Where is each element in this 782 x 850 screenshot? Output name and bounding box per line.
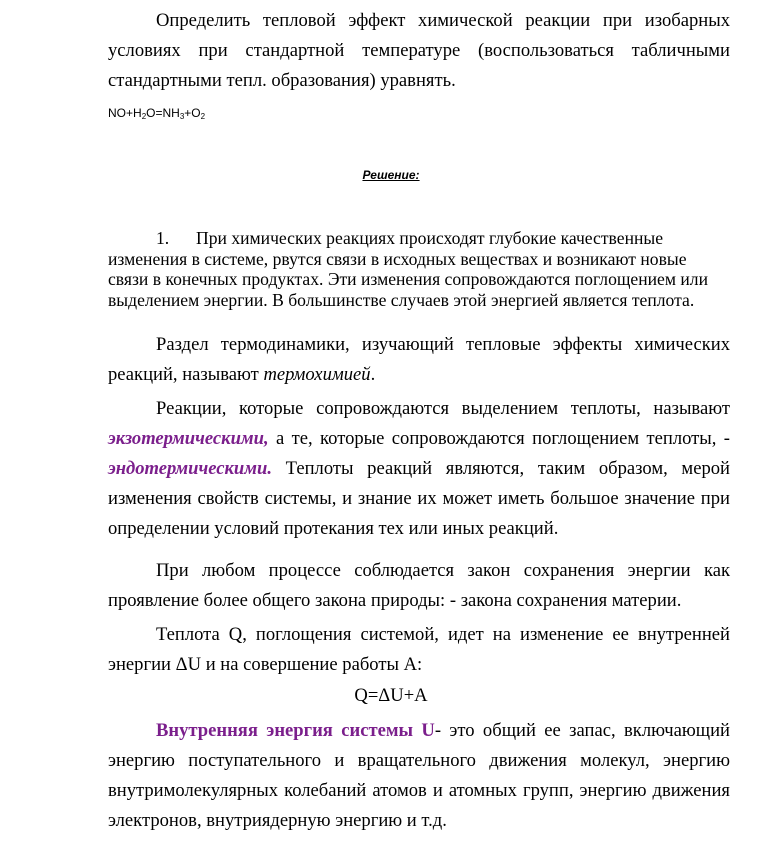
solution-heading: Решение: bbox=[362, 168, 420, 182]
thermochemistry-paragraph: Раздел термодинамики, изучающий тепловые эффекты химических реакций, называют термохимией. bbox=[108, 334, 730, 385]
conservation-law-paragraph: При любом процессе соблюдается закон сохранения энергии как проявление более общего закона природы: - закона сохранения материи. bbox=[108, 560, 730, 611]
term-thermochemistry: термохимией bbox=[263, 364, 371, 385]
term-exothermic: экзотермическими, bbox=[108, 428, 269, 449]
list-item-1 bbox=[108, 228, 708, 310]
internal-energy-paragraph: Внутренняя энергия системы U- это общий ее запас, включающий энергию поступательного и вращательного движения молекул, энергию внутримолекулярных колебаний атомов и атомных групп, энергию движения электронов, внутриядерную энергию и т.д. bbox=[108, 720, 730, 831]
term-endothermic: эндотермическими. bbox=[108, 458, 272, 479]
reaction-equation: $NO+H_2O=NH_3+O_2$ bbox=[108, 106, 206, 121]
heat-paragraph: Теплота Q, поглощения системой, идет на изменение ее внутренней энергии ΔU и на совершение работы А: bbox=[108, 624, 730, 675]
exo-endo-paragraph: Реакции, которые сопровождаются выделением теплоты, называют экзотермическими, а те, которые сопровождаются поглощением теплоты, - эндотермическими. Теплоты реакций являются, таким образом, мерой изменения свойств системы, и знание их может иметь большое значение при определении условий протекания тех или иных реакций. bbox=[108, 398, 730, 539]
list-number: 1. bbox=[156, 228, 170, 248]
task-paragraph: Определить тепловой эффект химической реакции при изобарных условиях при стандартной температуре (воспользоваться табличными стандартными тепл. образования) уравнять. bbox=[108, 10, 730, 91]
term-internal-energy: Внутренняя энергия системы U bbox=[156, 720, 435, 741]
first-law-formula: Q=ΔU+A bbox=[354, 685, 428, 706]
list-item-text: При химических реакциях происходят глубокие качественные изменения в системе, рвутся связи в исходных веществах и возникают новые связи в конечных продуктах. Эти изменения сопровождаются поглощением или выделением энергии. В большинстве случаев этой энергией является теплота. bbox=[108, 228, 708, 310]
